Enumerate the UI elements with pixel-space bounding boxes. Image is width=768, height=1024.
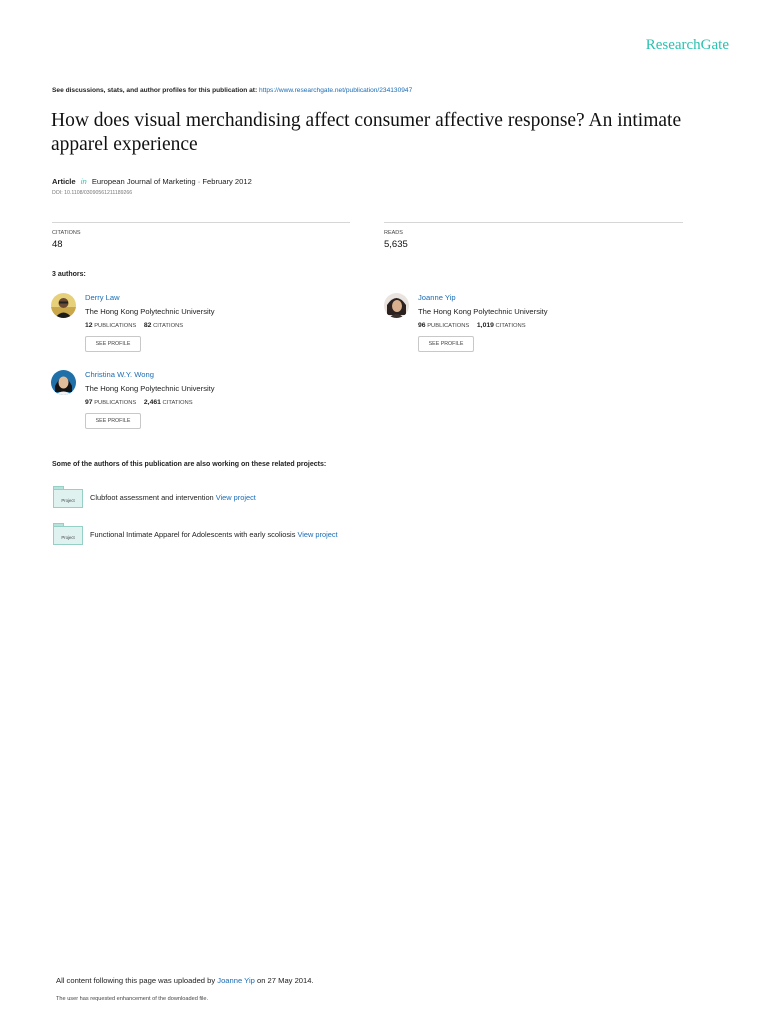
author-institution: The Hong Kong Polytechnic University	[85, 384, 215, 393]
publication-title: How does visual merchandising affect consumer affective response? An intimate apparel experience	[51, 110, 682, 155]
related-projects-label: Some of the authors of this publication are also working on these related projects:	[52, 461, 327, 468]
publication-url-link[interactable]: https://www.researchgate.net/publication/234130947	[259, 87, 413, 94]
uploader-link[interactable]: Joanne Yip	[217, 976, 255, 985]
authors-label: 3 authors:	[52, 271, 86, 278]
see-profile-button[interactable]: SEE PROFILE	[85, 413, 141, 429]
see-discussions-text: See discussions, stats, and author profiles for this publication at:	[52, 87, 258, 94]
uploaded-suffix: on 27 May 2014.	[257, 976, 314, 985]
project-folder-icon	[53, 486, 83, 508]
avatar[interactable]	[51, 370, 76, 395]
project-title: Functional Intimate Apparel for Adolescents with early scoliosis	[90, 530, 296, 539]
author-name[interactable]: Derry Law	[85, 293, 120, 302]
author-institution: The Hong Kong Polytechnic University	[418, 307, 548, 316]
citations-divider	[52, 222, 350, 223]
author-citations-count: 2,461	[143, 399, 161, 406]
project-text	[90, 530, 338, 539]
see-discussions-line	[52, 87, 412, 94]
related-project-item	[53, 523, 653, 545]
upload-footer	[56, 976, 314, 985]
publication-kind: Article	[52, 177, 76, 186]
view-project-link[interactable]: View project	[215, 493, 256, 502]
author-publications-label: PUBLICATIONS	[94, 400, 137, 406]
author-citations-label: CITATIONS	[153, 323, 184, 329]
publication-in-label: in	[80, 177, 87, 186]
author-stats	[85, 399, 193, 406]
author-citations-count: 82	[143, 322, 152, 329]
project-text	[90, 493, 256, 502]
citations-value: 48	[52, 239, 63, 250]
author-publications-label: PUBLICATIONS	[427, 323, 470, 329]
author-name[interactable]: Christina W.Y. Wong	[85, 370, 154, 379]
project-icon-label: Project	[61, 498, 75, 503]
author-citations-count: 1,019	[476, 322, 494, 329]
author-publications-count: 97	[85, 399, 93, 406]
reads-value: 5,635	[384, 239, 408, 250]
author-name[interactable]: Joanne Yip	[418, 293, 456, 302]
avatar[interactable]	[51, 293, 76, 318]
researchgate-logo[interactable]: ResearchGate	[645, 37, 729, 53]
uploaded-prefix: All content following this page was uploaded by	[56, 976, 216, 985]
view-project-link[interactable]: View project	[297, 530, 338, 539]
author-publications-count: 12	[85, 322, 93, 329]
author-citations-label: CITATIONS	[495, 323, 526, 329]
reads-label: READS	[384, 230, 403, 236]
author-publications-count: 96	[418, 322, 426, 329]
reads-divider	[384, 222, 683, 223]
project-icon-label: Project	[61, 535, 75, 540]
see-profile-button[interactable]: SEE PROFILE	[418, 336, 474, 352]
author-institution: The Hong Kong Polytechnic University	[85, 307, 215, 316]
project-title: Clubfoot assessment and intervention	[90, 493, 214, 502]
related-project-item	[53, 486, 653, 508]
publication-doi: DOI: 10.1108/03090561211189266	[52, 190, 133, 196]
author-publications-label: PUBLICATIONS	[94, 323, 137, 329]
see-profile-button[interactable]: SEE PROFILE	[85, 336, 141, 352]
author-stats	[418, 322, 526, 329]
publication-meta	[52, 177, 252, 186]
avatar[interactable]	[384, 293, 409, 318]
citations-label: CITATIONS	[52, 230, 81, 236]
project-folder-icon	[53, 523, 83, 545]
publication-journal: European Journal of Marketing · February 2012	[91, 177, 252, 186]
author-citations-label: CITATIONS	[162, 400, 193, 406]
author-stats	[85, 322, 183, 329]
footer-note: The user has requested enhancement of the downloaded file.	[56, 996, 209, 1002]
